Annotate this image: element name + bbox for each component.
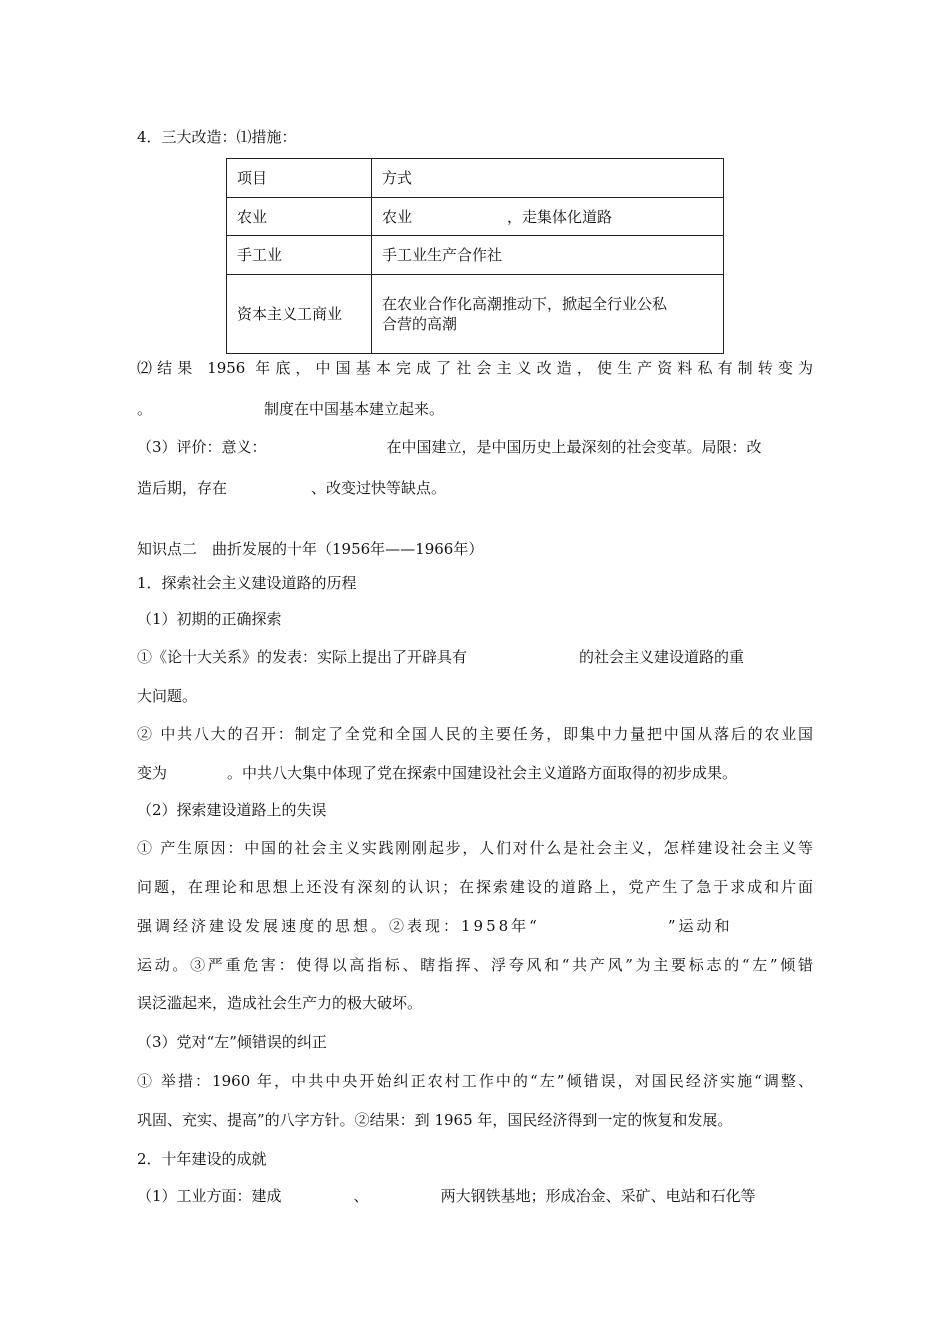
- paragraph-text: 的社会主义建设道路的重: [579, 648, 745, 666]
- result-text: 制度在中国基本建立起来。: [264, 400, 445, 418]
- subsection-title: 1．探索社会主义建设道路的历程: [137, 574, 357, 592]
- paragraph-line: 误泛滥起来，造成社会生产力的极大破坏。: [137, 994, 423, 1012]
- paragraph-text: （1）工业方面：建成: [137, 1187, 282, 1205]
- table-row: [227, 236, 724, 275]
- paragraph-text: 、: [353, 1187, 369, 1205]
- paragraph-line: ② 中共八大的召开：制定了全党和全国人民的主要任务，即集中力量把中国从落后的农业国: [137, 725, 813, 743]
- table-header-item: 项目: [227, 159, 372, 198]
- paragraph-line: ① 举措：1960 年，中共中央开始纠正农村工作中的“左”倾错误，对国民经济实施“调整、: [137, 1072, 813, 1090]
- paragraph-text: 变为: [137, 764, 168, 782]
- table-row: [227, 198, 724, 236]
- knowledge-point-title: 知识点二 曲折发展的十年（1956年——1966年）: [137, 540, 484, 558]
- paragraph-text: 。中共八大集中体现了党在探索中国建设社会主义道路方面取得的初步成果。: [227, 764, 738, 782]
- method-line: 在农业合作化高潮推动下，掀起全行业公私: [382, 295, 668, 313]
- method-text: 农业: [382, 207, 413, 226]
- evaluation-line: [137, 478, 813, 498]
- table-cell-item: 手工业: [227, 236, 372, 275]
- paragraph-text: ”运动和: [667, 917, 733, 935]
- paragraph-text: 两大钢铁基地；形成冶金、采矿、电站和石化等: [440, 1187, 756, 1205]
- evaluation-text: 、改变过快等缺点。: [311, 479, 447, 497]
- measures-table: [226, 158, 724, 354]
- result-line: [137, 399, 813, 419]
- table-row: [227, 159, 724, 198]
- paragraph-text: ①《论十大关系》的发表：实际上提出了开辟具有: [137, 648, 468, 666]
- evaluation-text: 在中国建立，是中国历史上最深刻的社会变革。局限：改: [386, 438, 762, 456]
- paragraph-line: [137, 763, 813, 783]
- paragraph-line: [137, 916, 813, 936]
- table-cell-item: 资本主义工商业: [227, 275, 372, 354]
- result-text: 。: [137, 400, 153, 418]
- paragraph-line: [137, 647, 813, 667]
- result-line: ⑵结果 1956 年底，中国基本完成了社会主义改造，使生产资料私有制转变为: [137, 359, 813, 377]
- method-text: ，走集体化道路: [507, 207, 613, 226]
- paragraph-line: 问题，在理论和思想上还没有深刻的认识；在探索建设的道路上，党产生了急于求成和片面: [137, 878, 813, 896]
- paragraph-line: [137, 1186, 813, 1206]
- subsection-title: 2．十年建设的成就: [137, 1150, 267, 1168]
- evaluation-text: （3）评价：意义：: [137, 438, 267, 456]
- paragraph-text: 强调经济建设发展速度的思想。②表现：1958年“: [137, 917, 540, 935]
- section-heading: 4．三大改造：⑴措施：: [137, 128, 297, 146]
- subsection-title: （1）初期的正确探索: [137, 610, 282, 628]
- evaluation-line: [137, 437, 813, 457]
- subsection-title: （3）党对“左”倾错误的纠正: [137, 1033, 327, 1051]
- table-cell-method: [372, 275, 724, 354]
- table-cell-method: 手工业生产合作社: [372, 236, 724, 275]
- method-line: 合营的高潮: [382, 315, 458, 333]
- paragraph-line: 大问题。: [137, 687, 198, 705]
- paragraph-line: 巩固、充实、提高”的八字方针。②结果：到 1965 年，国民经济得到一定的恢复和发展。: [137, 1111, 733, 1129]
- paragraph-line: 运动。③严重危害：使得以高指标、瞎指挥、浮夸风和“共产风”为主要标志的“左”倾错: [137, 956, 813, 974]
- table-header-method: 方式: [372, 159, 724, 198]
- table-cell-method: [372, 198, 724, 236]
- subsection-title: （2）探索建设道路上的失误: [137, 801, 327, 819]
- paragraph-line: ① 产生原因：中国的社会主义实践刚刚起步，人们对什么是社会主义，怎样建设社会主义等: [137, 839, 813, 857]
- evaluation-text: 造后期，存在: [137, 479, 228, 497]
- table-row: [227, 275, 724, 354]
- table-cell-item: 农业: [227, 198, 372, 236]
